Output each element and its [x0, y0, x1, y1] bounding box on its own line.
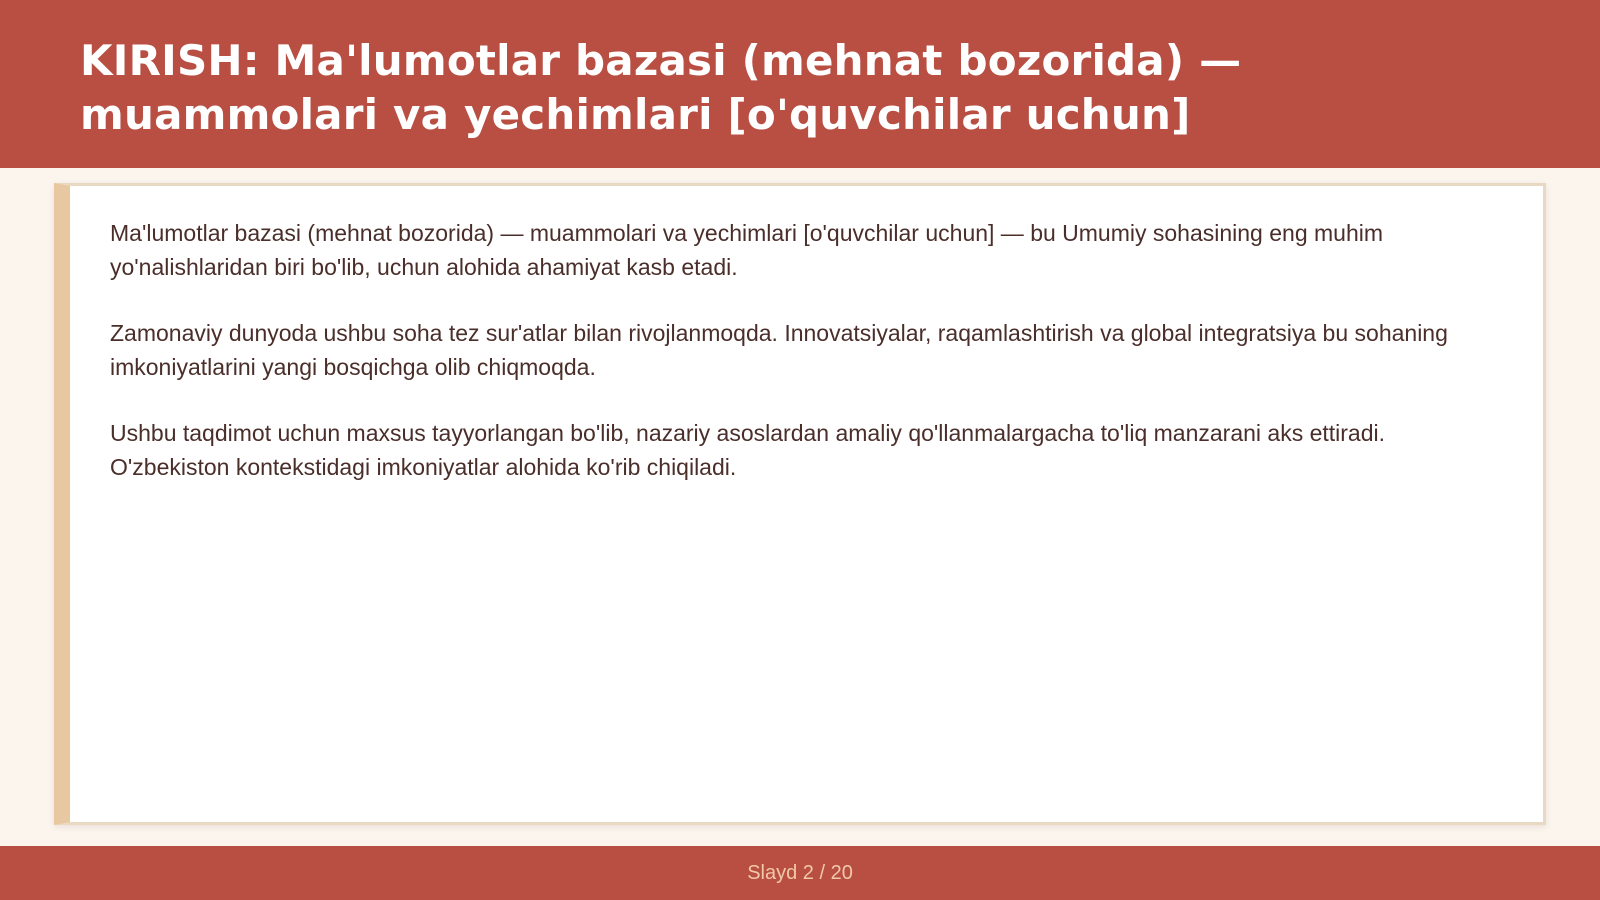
slide-counter: Slayd 2 / 20	[747, 861, 853, 884]
paragraph-1: Ma'lumotlar bazasi (mehnat bozorida) — muammolari va yechimlari [o'quvchilar uchun] — bu Umumiy sohasining eng muhim yo'nalishlaridan biri bo'lib, uchun alohida ahamiyat kasb etadi.	[110, 220, 1384, 280]
content-card	[54, 183, 1546, 825]
slide-footer	[0, 846, 1600, 900]
slide-header	[0, 0, 1600, 168]
paragraph-2: Zamonaviy dunyoda ushbu soha tez sur'atlar bilan rivojlanmoqda. Innovatsiyalar, raqamlashtirish va global integratsiya bu sohaning imkoniyatlarini yangi bosqichga olib chiqmoqda.	[110, 320, 1448, 380]
paragraph-3: Ushbu taqdimot uchun maxsus tayyorlangan bo'lib, nazariy asoslardan amaliy qo'llanmalargacha to'liq manzarani aks ettiradi. O'zbekiston kontekstidagi imkoniyatlar alohida ko'rib chiqiladi.	[110, 420, 1386, 480]
slide-title: KIRISH: Ma'lumotlar bazasi (mehnat bozorida) — muammolari va yechimlari [o'quvchilar uchun]	[80, 36, 1242, 139]
